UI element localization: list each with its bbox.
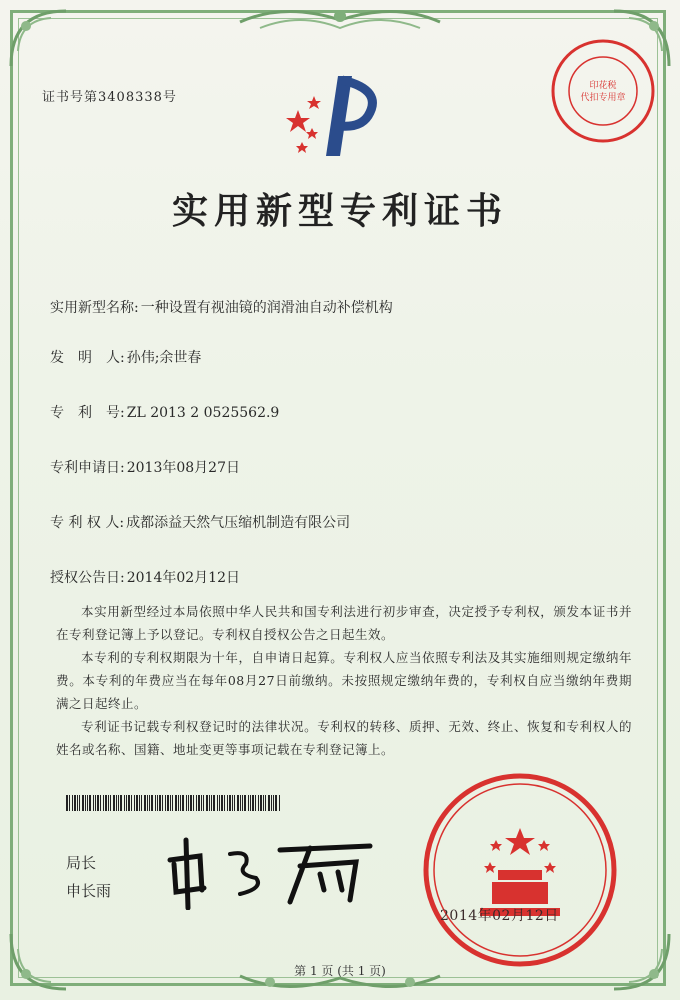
- barcode-bar: [79, 795, 80, 811]
- page-indicator: 第 1 页 (共 1 页): [294, 964, 386, 978]
- barcode-bar: [196, 795, 197, 811]
- field-label: 发 明 人:: [50, 350, 125, 366]
- barcode-bar: [271, 795, 272, 811]
- barcode-bar: [136, 795, 138, 811]
- barcode-bar: [234, 795, 235, 811]
- barcode-bar: [182, 795, 184, 811]
- barcode-bar: [82, 795, 84, 811]
- field-value: 一种设置有视油镜的润滑油自动补偿机构: [140, 300, 393, 316]
- barcode-bar: [134, 795, 135, 811]
- barcode-bar: [144, 795, 146, 811]
- barcode-bar: [250, 795, 251, 811]
- barcode-bar: [206, 795, 208, 811]
- barcode-bar: [72, 795, 73, 811]
- top-ornament: [230, 2, 450, 36]
- barcode-bar: [120, 795, 122, 811]
- barcode-bar: [95, 795, 96, 811]
- barcode-bar: [240, 795, 241, 811]
- barcode-bar: [126, 795, 127, 811]
- barcode-bar: [170, 795, 171, 811]
- barcode-bar: [255, 795, 256, 811]
- barcode-bar: [100, 795, 101, 811]
- field-value: 孙伟;余世春: [126, 350, 202, 366]
- barcode-bar: [74, 795, 76, 811]
- barcode-bar: [157, 795, 158, 811]
- svg-text:印花税: 印花税: [589, 81, 617, 91]
- barcode-bar: [209, 795, 210, 811]
- corner-ornament-top-left: [6, 6, 76, 76]
- barcode-bar: [263, 795, 264, 811]
- barcode-bar: [149, 795, 150, 811]
- barcode-bar: [193, 795, 194, 811]
- barcode-bar: [175, 795, 177, 811]
- barcode-bar: [229, 795, 231, 811]
- barcode-bar: [244, 795, 246, 811]
- certificate-title: 实用新型专利证书: [171, 190, 508, 232]
- barcode-bar: [178, 795, 179, 811]
- barcode-bar: [273, 795, 274, 811]
- barcode-bar: [141, 795, 142, 811]
- national-ip-office-seal: [420, 770, 620, 970]
- field-label: 专利申请日:: [50, 460, 125, 476]
- barcode-bar: [198, 795, 200, 811]
- field-value: 2014年02月12日: [126, 570, 240, 586]
- barcode-bar: [186, 795, 187, 811]
- body-paragraph-3: 专利证书记载专利权登记时的法律状况。专利权的转移、质押、无效、终止、恢复和专利权人的姓名或名称、国籍、地址变更等事项记载在专利登记簿上。: [56, 719, 632, 757]
- barcode-bar: [219, 795, 220, 811]
- patent-office-logo: [280, 70, 390, 160]
- barcode-bar: [124, 795, 125, 811]
- barcode-bar: [66, 795, 68, 811]
- barcode-bar: [268, 795, 270, 811]
- barcode-bar: [128, 795, 130, 811]
- certificate-number: 证书号第3408338号: [42, 90, 177, 105]
- barcode-bar: [224, 795, 225, 811]
- barcode-bar: [167, 795, 169, 811]
- barcode-bar: [180, 795, 181, 811]
- barcode-bar: [113, 795, 115, 811]
- barcode-bar: [165, 795, 166, 811]
- barcode-bar: [162, 795, 163, 811]
- field-announcement-date: [50, 567, 240, 587]
- field-label: 专 利 权 人:: [50, 515, 125, 531]
- field-application-date: [50, 457, 240, 477]
- barcode-bar: [201, 795, 202, 811]
- barcode-bar: [116, 795, 117, 811]
- svg-text:代扣专用章: 代扣专用章: [580, 93, 626, 103]
- signatory-role: 局长: [66, 854, 97, 872]
- barcode-bar: [190, 795, 192, 811]
- body-paragraph-2: 本专利的专利权期限为十年，自申请日起算。专利权人应当依照专利法及其实施细则规定缴纳年费。本专利的年费应当在每年08月27日前缴纳。未按照规定缴纳年费的，专利权自应当缴纳年费期满之日起终止。: [56, 650, 632, 711]
- barcode-bar: [188, 795, 189, 811]
- barcode-bar: [69, 795, 70, 811]
- barcode-bar: [172, 795, 173, 811]
- barcode-bar: [89, 795, 91, 811]
- barcode-bar: [232, 795, 233, 811]
- barcode-bar: [265, 795, 266, 811]
- barcode-bar: [139, 795, 140, 811]
- handwritten-signature: [160, 830, 380, 910]
- body-paragraph-1: 本实用新型经过本局依照中华人民共和国专利法进行初步审查，决定授予专利权，颁发本证书并在专利登记簿上予以登记。专利权自授权公告之日起生效。: [56, 604, 632, 642]
- barcode-bar: [221, 795, 223, 811]
- field-inventor: [50, 347, 201, 367]
- barcode-bar: [93, 795, 94, 811]
- barcode-bar: [97, 795, 99, 811]
- field-value: 2013年08月27日: [126, 460, 240, 476]
- field-label: 专 利 号:: [50, 405, 125, 421]
- field-utility-model-name: [50, 297, 393, 317]
- barcode-bar: [103, 795, 104, 811]
- barcode-bar: [260, 795, 262, 811]
- barcode-bar: [258, 795, 259, 811]
- barcode-bar: [211, 795, 212, 811]
- barcode-bar: [110, 795, 111, 811]
- barcode-bar: [85, 795, 86, 811]
- barcode-bar: [105, 795, 107, 811]
- field-patentee: [50, 512, 350, 532]
- barcode-bar: [217, 795, 218, 811]
- barcode-bar: [242, 795, 243, 811]
- barcode-bar: [155, 795, 156, 811]
- field-label: 授权公告日:: [50, 570, 125, 586]
- office-stamp: [548, 36, 658, 146]
- barcode-bar: [248, 795, 249, 811]
- barcode-bar: [275, 795, 277, 811]
- signatory-name: 申长雨: [66, 882, 112, 900]
- barcode-bar: [252, 795, 254, 811]
- field-value: 成都添益天然气压缩机制造有限公司: [126, 515, 351, 531]
- barcode-bar: [147, 795, 148, 811]
- barcode-bar: [159, 795, 161, 811]
- barcode-bar: [203, 795, 204, 811]
- field-value: ZL 2013 2 0525562.9: [126, 405, 280, 421]
- barcode: [66, 795, 282, 811]
- barcode-bar: [151, 795, 153, 811]
- barcode-bar: [77, 795, 78, 811]
- field-patent-number: [50, 402, 279, 422]
- barcode-bar: [108, 795, 109, 811]
- barcode-bar: [279, 795, 280, 811]
- barcode-bar: [131, 795, 132, 811]
- corner-ornament-bottom-left: [6, 924, 76, 994]
- barcode-bar: [213, 795, 215, 811]
- field-label: 实用新型名称:: [50, 300, 139, 316]
- barcode-bar: [227, 795, 228, 811]
- barcode-bar: [118, 795, 119, 811]
- seal-date: 2014年02月12日: [440, 908, 559, 924]
- barcode-bar: [87, 795, 88, 811]
- barcode-bar: [237, 795, 239, 811]
